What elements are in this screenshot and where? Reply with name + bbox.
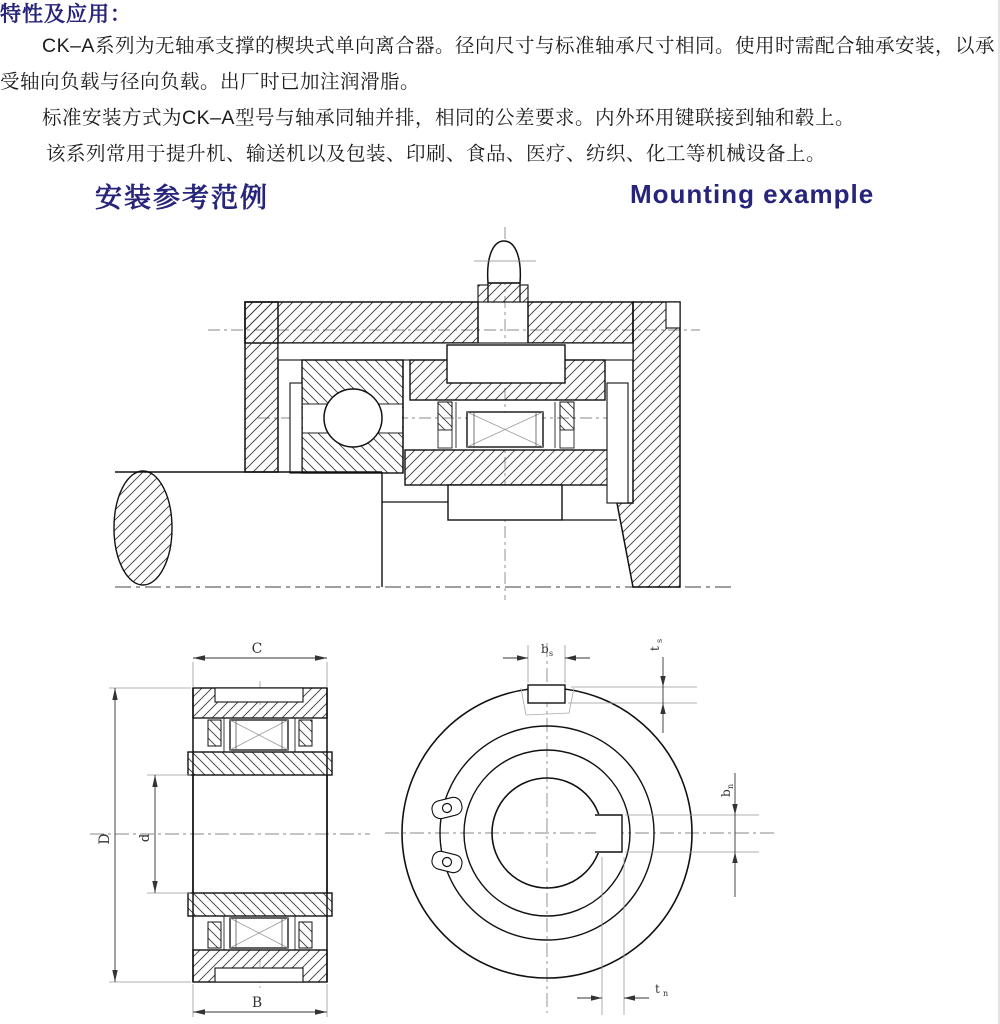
- dim-label-D: D: [97, 833, 113, 845]
- paragraph-intro: CK–A系列为无轴承支撑的楔块式单向离合器。径向尺寸与标准轴承尺寸相同。使用时需配合轴承安装，以承受轴向负载与径向负载。出厂时已加注润滑脂。: [0, 35, 995, 93]
- side-section-view: [85, 625, 375, 1024]
- section-heading-cn: 安装参考范例: [95, 183, 269, 213]
- dim-label-tn-sub: n: [663, 989, 669, 998]
- dim-label-B: B: [251, 995, 263, 1011]
- dim-label-bs: b: [541, 642, 549, 656]
- dim-label-ts-sub: s: [655, 638, 664, 643]
- dim-label-bn: b: [719, 789, 733, 797]
- outer-key: [447, 345, 565, 383]
- bore-keyway: [595, 814, 622, 853]
- clutch-body: [188, 688, 332, 982]
- dim-label-d: d: [138, 833, 153, 843]
- ball-bearing: [290, 360, 403, 473]
- dim-label-ts: t: [648, 646, 662, 651]
- dimension-C: [193, 641, 327, 687]
- page-title: 特性及应用：: [0, 3, 132, 26]
- paragraph-mounting: 标准安装方式为CK–A型号与轴承同轴并排，相同的公差要求。内外环用键联接到轴和毂上。: [42, 107, 855, 129]
- dim-label-C: C: [251, 641, 263, 657]
- dim-label-bs-sub: s: [549, 649, 554, 658]
- dimension-tn: [577, 857, 668, 1015]
- dim-label-tn: t: [655, 982, 660, 996]
- dim-label-bn-sub: n: [726, 783, 735, 789]
- shaft: [114, 471, 382, 585]
- front-view-drawing: [375, 625, 795, 1024]
- mounting-example-drawing: [100, 225, 740, 625]
- dimension-B: [193, 984, 327, 1017]
- paragraph-applications: 该系列常用于提升机、输送机以及包装、印刷、食品、医疗、纺织、化工等机械设备上。: [46, 143, 827, 165]
- section-heading-en: Mounting example: [630, 179, 875, 209]
- dimension-bs: [503, 642, 590, 683]
- dimension-ts: [568, 639, 697, 733]
- cage-lugs: [430, 796, 463, 875]
- centerlines: [385, 643, 775, 1013]
